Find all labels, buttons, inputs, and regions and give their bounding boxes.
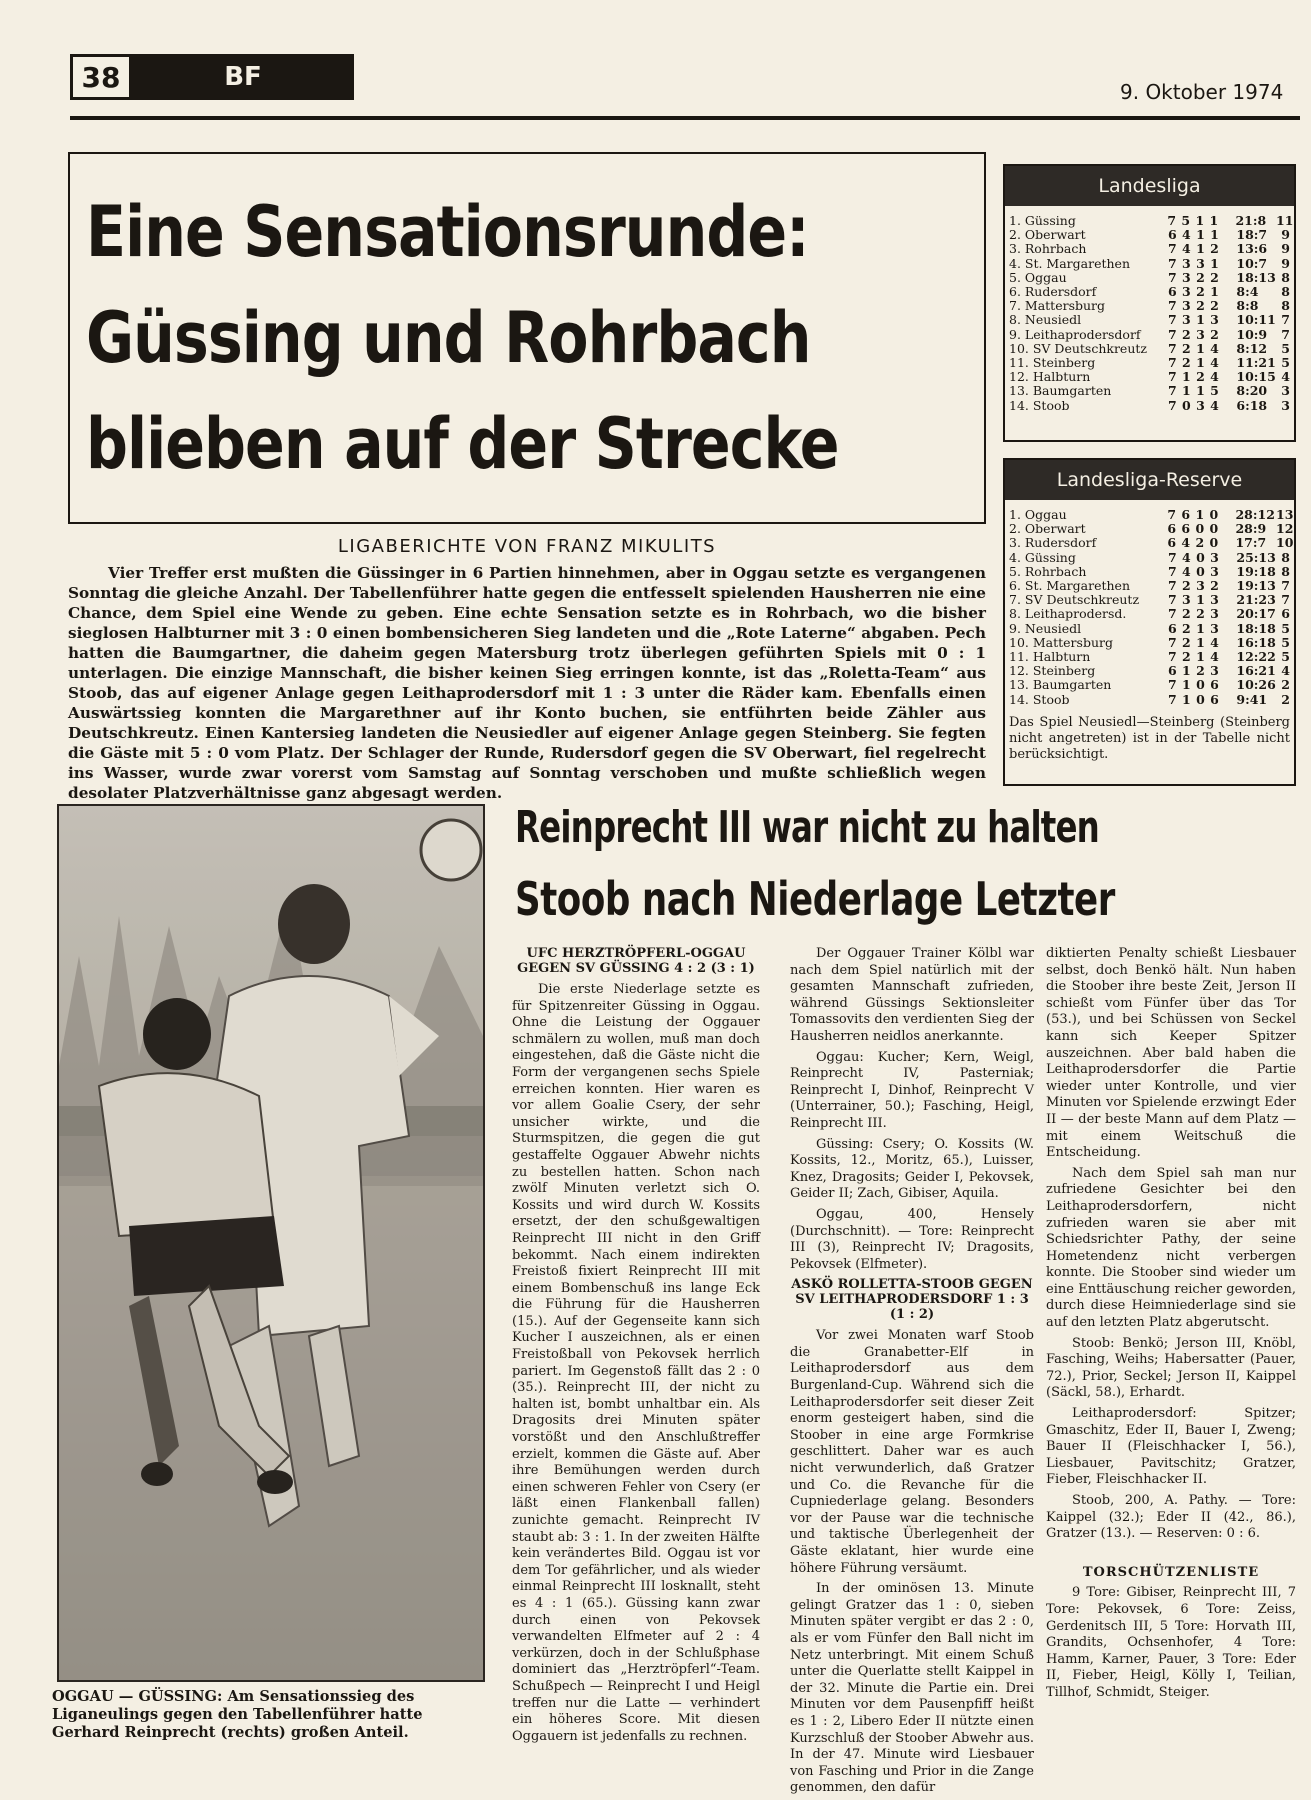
standings-goals: 10:11 (1236, 312, 1276, 328)
standings-team: 5. Rohrbach (1009, 564, 1087, 579)
page-number: 38 (70, 54, 132, 100)
standings-record: 7 2 1 4 (1167, 649, 1220, 665)
standings-points: 2 (1281, 691, 1290, 707)
lineup-leithaprodersdorf: Leithaprodersdorf: Spitzer; Gmaschitz, Eder II, Bauer I, Zweng; Bauer II (Fleischhacker I, 56.), Liesbauer, Pavitschitz; Gratzer, Fieber, Fleischhacker II. (1046, 1406, 1296, 1488)
standings-goals: 12:22 (1236, 649, 1276, 665)
article-headline-2: Stoob nach Niederlage Letzter (515, 872, 1115, 926)
standings-points: 13 (1276, 507, 1294, 522)
standings-team: 6. St. Margarethen (1009, 579, 1131, 594)
issue-date: 9. Oktober 1974 (1120, 80, 1284, 104)
main-headline-line-3: blieben auf der Strecke (86, 403, 839, 485)
match-photo-image (59, 806, 483, 1680)
column-2-paragraph-6: In der ominösen 13. Minute gelingt Gratzer das 1 : 0, sieben Minuten später vergibt er das 2 : 0, als er vom Fünfer den Ball nicht im Netz unterbringt. Mit einem Schuß unter die Querlatte stellt Kaippel in der 32. Minute die Partie ein. Drei Minuten vor dem Pausenpfiff heißt es 1 : 2, Libero Eder II nützte einen Kurzschluß der Stoober Abwehr aus. In der 47. Minute wird Liesbauer von Fasching und Prior in die Zange genommen, den dafür (790, 1581, 1034, 1796)
match-subhead-stoob-leithaprodersdorf: ASKÖ ROLLETTA-STOOB GEGEN SV LEITHAPRODERSDORF 1 : 3 (1 : 2) (791, 1277, 1033, 1323)
standings-record: 7 6 1 0 (1167, 507, 1219, 522)
page-header-block (70, 54, 354, 100)
standings-record: 7 2 2 3 (1167, 606, 1220, 622)
standings-points: 8 (1281, 549, 1290, 565)
section-label: BF (132, 54, 354, 100)
lead-paragraph: Vier Treffer erst mußten die Güssinger in 6 Partien hinnehmen, aber in Oggau setzte es vergangenen Sonntag die gleiche Anzahl. Der Tabellenführer hatte gegen die entfesselt spielenden Hausherren nie eine Chance, dem Spiel eine Wende zu geben. Eine echte Sensation setzte es in Rohrbach, wo die bisher sieglosen Halbturner mit 3 : 0 einen bombensicheren Sieg landeten und die „Rote Laterne“ abgaben. Pech hatten die Baumgartner, die daheim gegen Matersburg trotz überlegen geführten Spiels mit 0 : 1 unterlagen. Die einzige Mannschaft, die bisher keinen Sieg erringen konnte, ist das „Roletta-Team“ aus Stoob, das auf eigener Anlage gegen Leithaprodersdorf mit 1 : 3 unter die Räder kam. Ebenfalls einen Auswärtssieg konnten die Margarethner auf ihr Konto buchen, sie entführten beide Zähler aus Deutschkreutz. Einen Kantersieg landeten die Neusiedler auf eigener Anlage gegen Steinberg. Sie fegten die Gäste mit 5 : 0 vom Platz. Der Schlager der Runde, Rudersdorf gegen die SV Oberwart, fiel regelrecht ins Wasser, wurde zwar vorerst vom Samstag auf Sonntag verschoben und mußte schließlich wegen desolater Platzverhältnisse ganz abgesagt werden. (68, 564, 986, 802)
standings-row (1009, 213, 1294, 228)
landesliga-table-rows (1009, 213, 1294, 413)
standings-row (1009, 521, 1294, 537)
standings-row (1009, 535, 1294, 551)
standings-record: 7 2 1 4 (1167, 634, 1220, 650)
standings-row (1009, 384, 1290, 398)
column-2-paragraph-1: Der Oggauer Trainer Kölbl war nach dem Spiel natürlich mit der gesamten Mannschaft zufrieden, während Güssings Sektionsleiter Tomassovits den verdienten Sieg der Hausherren neidlos anerkannte. (790, 946, 1034, 1044)
standings-points: 4 (1281, 369, 1290, 385)
standings-points: 7 (1281, 592, 1290, 608)
standings-team: 11. Steinberg (1009, 356, 1096, 371)
standings-record: 6 4 2 0 (1167, 535, 1219, 551)
header-rule (70, 116, 1300, 120)
article-headline-1: Reinprecht III war nicht zu halten (515, 802, 1099, 853)
standings-record: 7 2 1 4 (1167, 355, 1220, 371)
standings-record: 7 3 2 2 (1167, 269, 1220, 285)
standings-team: 1. Güssing (1009, 214, 1076, 228)
standings-goals: 18:7 (1236, 227, 1268, 243)
standings-team: 2. Oberwart (1009, 522, 1086, 537)
column-3-paragraph-1: diktierten Penalty schießt Liesbauer selbst, doch Benkö hält. Nun haben die Stoober ihre beste Zeit, Jerson II schießt vom Fünfer über das Tor (53.), und bei Schüssen von Seckel kann sich Keeper Spitzer auszeichnen. Aber bald haben die Leithaprodersdorfer die Partie wieder unter Kontrolle, und vier Minuten vor Spielende erzwingt Eder II — der beste Mann auf dem Platz — mit einem Weitschuß die Entscheidung. (1046, 946, 1296, 1161)
match-subhead-oggau-guessing: UFC HERZTRÖPFERL-OGGAU GEGEN SV GÜSSING 4 : 2 (3 : 1) (517, 946, 755, 976)
standings-goals: 25:13 (1236, 549, 1276, 565)
standings-team: 13. Baumgarten (1009, 384, 1112, 399)
standings-goals: 19:18 (1236, 563, 1276, 579)
standings-team: 5. Oggau (1009, 270, 1067, 285)
standings-team: 10. SV Deutschkreutz (1009, 341, 1147, 356)
standings-row (1009, 257, 1290, 271)
standings-record: 7 3 3 1 (1167, 255, 1220, 271)
standings-goals: 18:18 (1236, 620, 1276, 636)
standings-team: 14. Stoob (1009, 692, 1070, 707)
standings-team: 12. Halbturn (1009, 370, 1091, 385)
reserve-table-rows (1009, 507, 1294, 707)
standings-row (1009, 507, 1294, 522)
standings-team: 8. Neusiedl (1009, 313, 1082, 328)
standings-points: 4 (1281, 663, 1290, 679)
standings-goals: 21:23 (1236, 592, 1276, 608)
standings-row (1009, 565, 1290, 579)
standings-team: 7. SV Deutschkreutz (1009, 593, 1140, 608)
standings-team: 12. Steinberg (1009, 664, 1096, 679)
match-stats-oggau: Oggau, 400, Hensely (Durchschnitt). — Tore: Reinprecht III (3), Reinprecht IV; Dragosits, Pekovsek (Elfmeter). (790, 1206, 1034, 1272)
standings-row (1009, 242, 1290, 256)
standings-record: 6 4 1 1 (1167, 227, 1220, 243)
standings-goals: 13:6 (1236, 241, 1268, 257)
standings-goals: 10:26 (1236, 677, 1276, 693)
standings-points: 2 (1281, 677, 1290, 693)
standings-row (1009, 370, 1290, 384)
standings-record: 6 2 1 3 (1167, 620, 1220, 636)
byline: LIGABERICHTE VON FRANZ MIKULITS (337, 536, 717, 557)
standings-points: 7 (1281, 578, 1290, 594)
standings-team: 11. Halbturn (1009, 650, 1091, 665)
standings-points: 8 (1281, 284, 1290, 300)
article-column-1 (512, 946, 760, 1749)
standings-row (1009, 313, 1290, 327)
standings-team: 6. Rudersdorf (1009, 285, 1097, 300)
scorers-title: TORSCHÜTZENLISTE (1082, 1564, 1260, 1580)
lineup-guessing: Güssing: Csery; O. Kossits (W. Kossits, 12., Moritz, 65.), Luisser, Knez, Dragosits; Geider I, Pekovsek, Geider II; Zach, Gibiser, Aquila. (790, 1136, 1034, 1202)
standings-goals: 19:13 (1236, 578, 1276, 594)
standings-record: 7 1 0 6 (1167, 677, 1220, 693)
standings-row (1009, 271, 1290, 285)
article-column-3 (1046, 946, 1296, 1706)
standings-row (1009, 650, 1290, 664)
standings-record: 7 1 1 5 (1167, 383, 1220, 399)
standings-goals: 10:9 (1236, 326, 1268, 342)
standings-team: 4. Güssing (1009, 550, 1076, 565)
standings-row (1009, 678, 1290, 692)
standings-record: 7 4 0 3 (1167, 563, 1220, 579)
landesliga-table (1003, 164, 1296, 442)
standings-team: 1. Oggau (1009, 508, 1067, 522)
main-headline-line-2: Güssing und Rohrbach (86, 297, 811, 379)
standings-row (1009, 593, 1290, 607)
standings-goals: 8:8 (1236, 298, 1259, 314)
landesliga-table-title: Landesliga (1005, 166, 1294, 206)
standings-points: 5 (1281, 620, 1290, 636)
standings-row (1009, 693, 1290, 707)
standings-row (1009, 228, 1290, 242)
standings-points: 5 (1281, 634, 1290, 650)
standings-points: 5 (1281, 649, 1290, 665)
standings-record: 7 4 0 3 (1167, 549, 1220, 565)
standings-row (1009, 285, 1290, 299)
standings-goals: 10:7 (1236, 255, 1268, 271)
standings-team: 9. Neusiedl (1009, 621, 1082, 636)
standings-team: 4. St. Margarethen (1009, 256, 1131, 271)
standings-goals: 8:4 (1236, 284, 1259, 300)
standings-points: 11 (1276, 213, 1294, 228)
standings-record: 7 3 2 2 (1167, 298, 1220, 314)
standings-row (1009, 579, 1290, 593)
standings-row (1009, 299, 1290, 313)
standings-points: 9 (1281, 241, 1290, 257)
lineup-oggau: Oggau: Kucher; Kern, Weigl, Reinprecht IV, Pasterniak; Reinprecht I, Dinhof, Reinprecht V (Unterrainer, 50.); Fasching, Heigl, Reinprecht III. (790, 1049, 1034, 1131)
standings-goals: 16:21 (1236, 663, 1276, 679)
standings-row (1009, 622, 1290, 636)
standings-team: 8. Leithaprodersd. (1009, 607, 1127, 622)
standings-team: 7. Mattersburg (1009, 299, 1106, 314)
standings-points: 3 (1281, 383, 1290, 399)
standings-record: 7 2 1 4 (1167, 340, 1220, 356)
standings-record: 6 6 0 0 (1167, 521, 1219, 537)
standings-goals: 28:12 (1235, 507, 1275, 522)
standings-team: 13. Baumgarten (1009, 678, 1112, 693)
standings-goals: 9:41 (1236, 691, 1268, 707)
standings-goals: 18:13 (1236, 269, 1276, 285)
match-stats-stoob: Stoob, 200, A. Pathy. — Tore: Kaippel (32.); Eder II (42., 86.), Gratzer (13.). — Reserven: 0 : 6. (1046, 1493, 1296, 1542)
standings-record: 7 4 1 2 (1167, 241, 1220, 257)
standings-team: 2. Oberwart (1009, 228, 1086, 243)
standings-goals: 10:15 (1236, 369, 1276, 385)
standings-row (1009, 664, 1290, 678)
standings-points: 7 (1281, 326, 1290, 342)
main-headline-line-1: Eine Sensationsrunde: (86, 191, 809, 273)
column-1-paragraph: Die erste Niederlage setzte es für Spitzenreiter Güssing in Oggau. Ohne die Leistung der Oggauer schmälern zu wollen, muß man doch eingestehen, daß die Gäste nicht die Form der vergangenen sechs Spiele erreichen konnten. Hier waren es vor allem Goalie Csery, der sehr unsicher wirkte, und die Sturmspitzen, die gegen die gut gestaffelte Oggauer Abwehr nichts zu bestellen hatten. Schon nach zwölf Minuten verletzt sich O. Kossits und wird durch W. Kossits ersetzt, der den schußgewaltigen Reinprecht III nicht in den Griff bekommt. Nach einem indirekten Freistoß fixiert Reinprecht III mit einem Bombenschuß ins lange Eck die Führung für die Hausherren (15.). Auf der Gegenseite kann sich Kucher I auszeichnen, als er einen Freistoßball von Pekovsek herrlich pariert. Im Gegenstoß fällt das 2 : 0 (35.). Reinprecht III, der nicht zu halten ist, bombt unhaltbar ein. Als Dragosits drei Minuten später vorstößt und den Anschlußtreffer erzielt, kommen die Gäste auf. Aber ihre Bemühungen werden durch einen schweren Fehler von Csery (er läßt einen Flankenball fallen) zunichte gemacht. Reinprecht IV staubt ab: 3 : 1. In der zweiten Hälfte kein verändertes Bild. Oggau ist vor dem Tor gefährlicher, und als wieder einmal Reinprecht III losknallt, steht es 4 : 1 (65.). Güssing kann zwar durch einen von Pekovsek verwandelten Elfmeter auf 2 : 4 verkürzen, doch in der Schlußphase dominiert das „Herztröpferl“-Team. Schußpech — Reinprecht I und Heigl treffen nur die Latte — verhindert ein höheres Score. Mit diesen Oggauern ist jedenfalls zu rechnen. (512, 982, 760, 1744)
standings-record: 7 2 3 2 (1167, 578, 1220, 594)
standings-row (1009, 636, 1290, 650)
standings-record: 6 3 2 1 (1167, 284, 1220, 300)
standings-points: 9 (1281, 227, 1290, 243)
standings-record: 6 1 2 3 (1167, 663, 1220, 679)
standings-team: 3. Rohrbach (1009, 242, 1087, 257)
standings-goals: 6:18 (1236, 397, 1268, 413)
standings-goals: 20:17 (1236, 606, 1276, 622)
scorers-list: 9 Tore: Gibiser, Reinprecht III, 7 Tore: Pekovsek, 6 Tore: Zeiss, Gerdenitsch III, 5 Tore: Horvath III, Grandits, Ochsenhofer, 4 Tore: Hamm, Karner, Pauer, 3 Tore: Eder II, Fieber, Heigl, Kölly I, Teilian, Tillhof, Schmidt, Steiger. (1046, 1585, 1296, 1700)
standings-goals: 8:20 (1236, 383, 1268, 399)
reserve-table-title: Landesliga-Reserve (1005, 460, 1294, 500)
standings-points: 6 (1281, 606, 1290, 622)
standings-row (1009, 551, 1290, 565)
standings-row (1009, 342, 1290, 356)
standings-points: 10 (1276, 535, 1294, 551)
standings-record: 7 5 1 1 (1167, 213, 1219, 228)
standings-points: 12 (1276, 521, 1294, 537)
standings-row (1009, 356, 1290, 370)
standings-record: 7 2 3 2 (1167, 326, 1220, 342)
standings-goals: 11:21 (1236, 355, 1276, 371)
standings-goals: 17:7 (1235, 535, 1267, 551)
standings-record: 7 1 0 6 (1167, 691, 1220, 707)
standings-record: 7 0 3 4 (1167, 397, 1220, 413)
column-3-paragraph-2: Nach dem Spiel sah man nur zufriedene Gesichter bei den Leithaprodersdorfern, nicht zufrieden waren sie aber mit Schiedsrichter Pathy, der seine Hometendenz nicht verbergen konnte. Die Stoober sind wieder um eine Enttäuschung reicher geworden, durch diese Heimniederlage sind sie auf den letzten Platz abgerutscht. (1046, 1165, 1296, 1331)
standings-points: 5 (1281, 340, 1290, 356)
standings-team: 3. Rudersdorf (1009, 536, 1097, 551)
standings-team: 14. Stoob (1009, 398, 1070, 413)
lineup-stoob: Stoob: Benkö; Jerson III, Knöbl, Fasching, Weihs; Habersatter (Pauer, 72.), Prior, Seckel; Jerson II, Kaippel (Säckl, 58.), Erhardt. (1046, 1335, 1296, 1401)
standings-team: 9. Leithaprodersdorf (1009, 327, 1141, 342)
standings-points: 8 (1281, 563, 1290, 579)
standings-points: 7 (1281, 312, 1290, 328)
standings-record: 7 3 1 3 (1167, 592, 1220, 608)
standings-goals: 28:9 (1235, 521, 1267, 537)
reserve-table-note: Das Spiel Neusiedl—Steinberg (Steinberg nicht angetreten) ist in der Tabelle nicht berücksichtigt. (1009, 714, 1290, 762)
standings-points: 9 (1281, 255, 1290, 271)
standings-record: 7 1 2 4 (1167, 369, 1220, 385)
standings-goals: 21:8 (1235, 213, 1267, 228)
standings-goals: 16:18 (1236, 634, 1276, 650)
standings-row (1009, 328, 1290, 342)
standings-points: 8 (1281, 269, 1290, 285)
standings-points: 3 (1281, 397, 1290, 413)
standings-team: 10. Mattersburg (1009, 635, 1113, 650)
standings-record: 7 3 1 3 (1167, 312, 1220, 328)
standings-row (1009, 607, 1290, 621)
standings-goals: 8:12 (1236, 340, 1268, 356)
standings-points: 8 (1281, 298, 1290, 314)
standings-row (1009, 399, 1290, 413)
column-2-paragraph-5: Vor zwei Monaten warf Stoob die Granabetter-Elf in Leithaprodersdorf aus dem Burgenland-Cup. Während sich die Leithaprodersdorfer seit dieser Zeit enorm gesteigert haben, sind die Stoober in eine arge Formkrise geschlittert. Daher war es auch nicht verwunderlich, daß Gratzer und Co. die Revanche für die Cupniederlage gelang. Besonders vor der Pause war die technische und taktische Überlegenheit der Gäste eklatant, hier wurde eine höhere Führung versäumt. (790, 1328, 1034, 1576)
main-headline-box (68, 152, 986, 524)
photo-caption: OGGAU — GÜSSING: Am Sensationssieg des Liganeulings gegen den Tabellenführer hatte Gerhard Reinprecht (rechts) großen Anteil. (52, 1688, 423, 1741)
standings-points: 5 (1281, 355, 1290, 371)
match-photo (57, 804, 485, 1682)
reserve-table (1003, 458, 1296, 786)
article-column-2 (790, 946, 1034, 1800)
